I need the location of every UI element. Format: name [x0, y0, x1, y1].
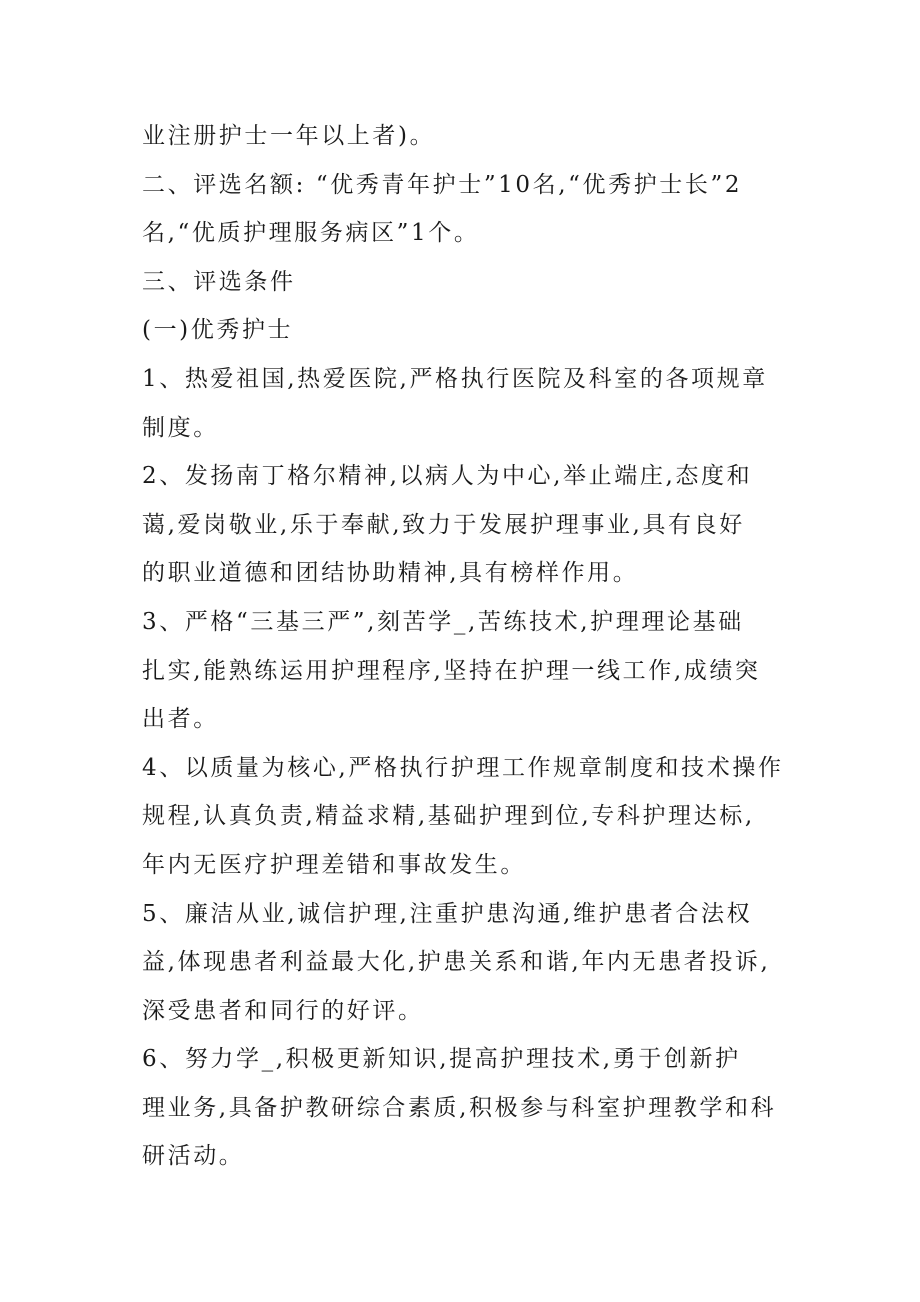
text-line-11: 3、严格“三基三严”,刻苦学_,苦练技术,护理理论基础 [142, 608, 744, 635]
text-line-1: 业注册护士一年以上者)。 [142, 123, 436, 149]
text-line-17: 5、廉洁从业,诚信护理,注重护患沟通,维护患者合法权 [142, 900, 753, 927]
text-line-3: 名,“优质护理服务病区”1个。 [142, 220, 480, 247]
text-line-7: 制度。 [142, 414, 219, 441]
text-line-9: 蔼,爱岗敬业,乐于奉献,致力于发展护理事业,具有良好 [142, 511, 745, 538]
text-line-21: 理业务,具备护教研综合素质,积极参与科室护理教学和科 [142, 1094, 777, 1121]
text-line-6: 1、热爱祖国,热爱医院,严格执行医院及科室的各项规章 [142, 365, 768, 392]
text-line-19: 深受患者和同行的好评。 [142, 997, 424, 1024]
section-heading-criteria: 三、评选条件 [142, 268, 296, 295]
text-line-16: 年内无医疗护理差错和事故发生。 [142, 851, 526, 878]
text-line-2: 二、评选名额: “优秀青年护士”10名,“优秀护士长”2 [142, 171, 743, 198]
subsection-heading-nurse: (一)优秀护士 [142, 317, 294, 344]
text-line-14: 4、以质量为核心,严格执行护理工作规章制度和技术操作 [142, 754, 784, 781]
text-line-8: 2、发扬南丁格尔精神,以病人为中心,举止端庄,态度和 [142, 463, 753, 490]
text-line-15: 规程,认真负责,精益求精,基础护理到位,专科护理达标, [142, 803, 755, 830]
document-body [142, 112, 792, 1181]
text-line-12: 扎实,能熟练运用护理程序,坚持在护理一线工作,成绩突 [142, 657, 761, 684]
text-line-20: 6、努力学_,积极更新知识,提高护理技术,勇于创新护 [142, 1046, 741, 1073]
text-line-22: 研活动。 [142, 1143, 245, 1170]
text-line-13: 出者。 [142, 706, 219, 733]
text-line-10: 的职业道德和团结协助精神,具有榜样作用。 [142, 560, 639, 587]
text-line-18: 益,体现患者利益最大化,护患关系和谐,年内无患者投诉, [142, 949, 771, 976]
